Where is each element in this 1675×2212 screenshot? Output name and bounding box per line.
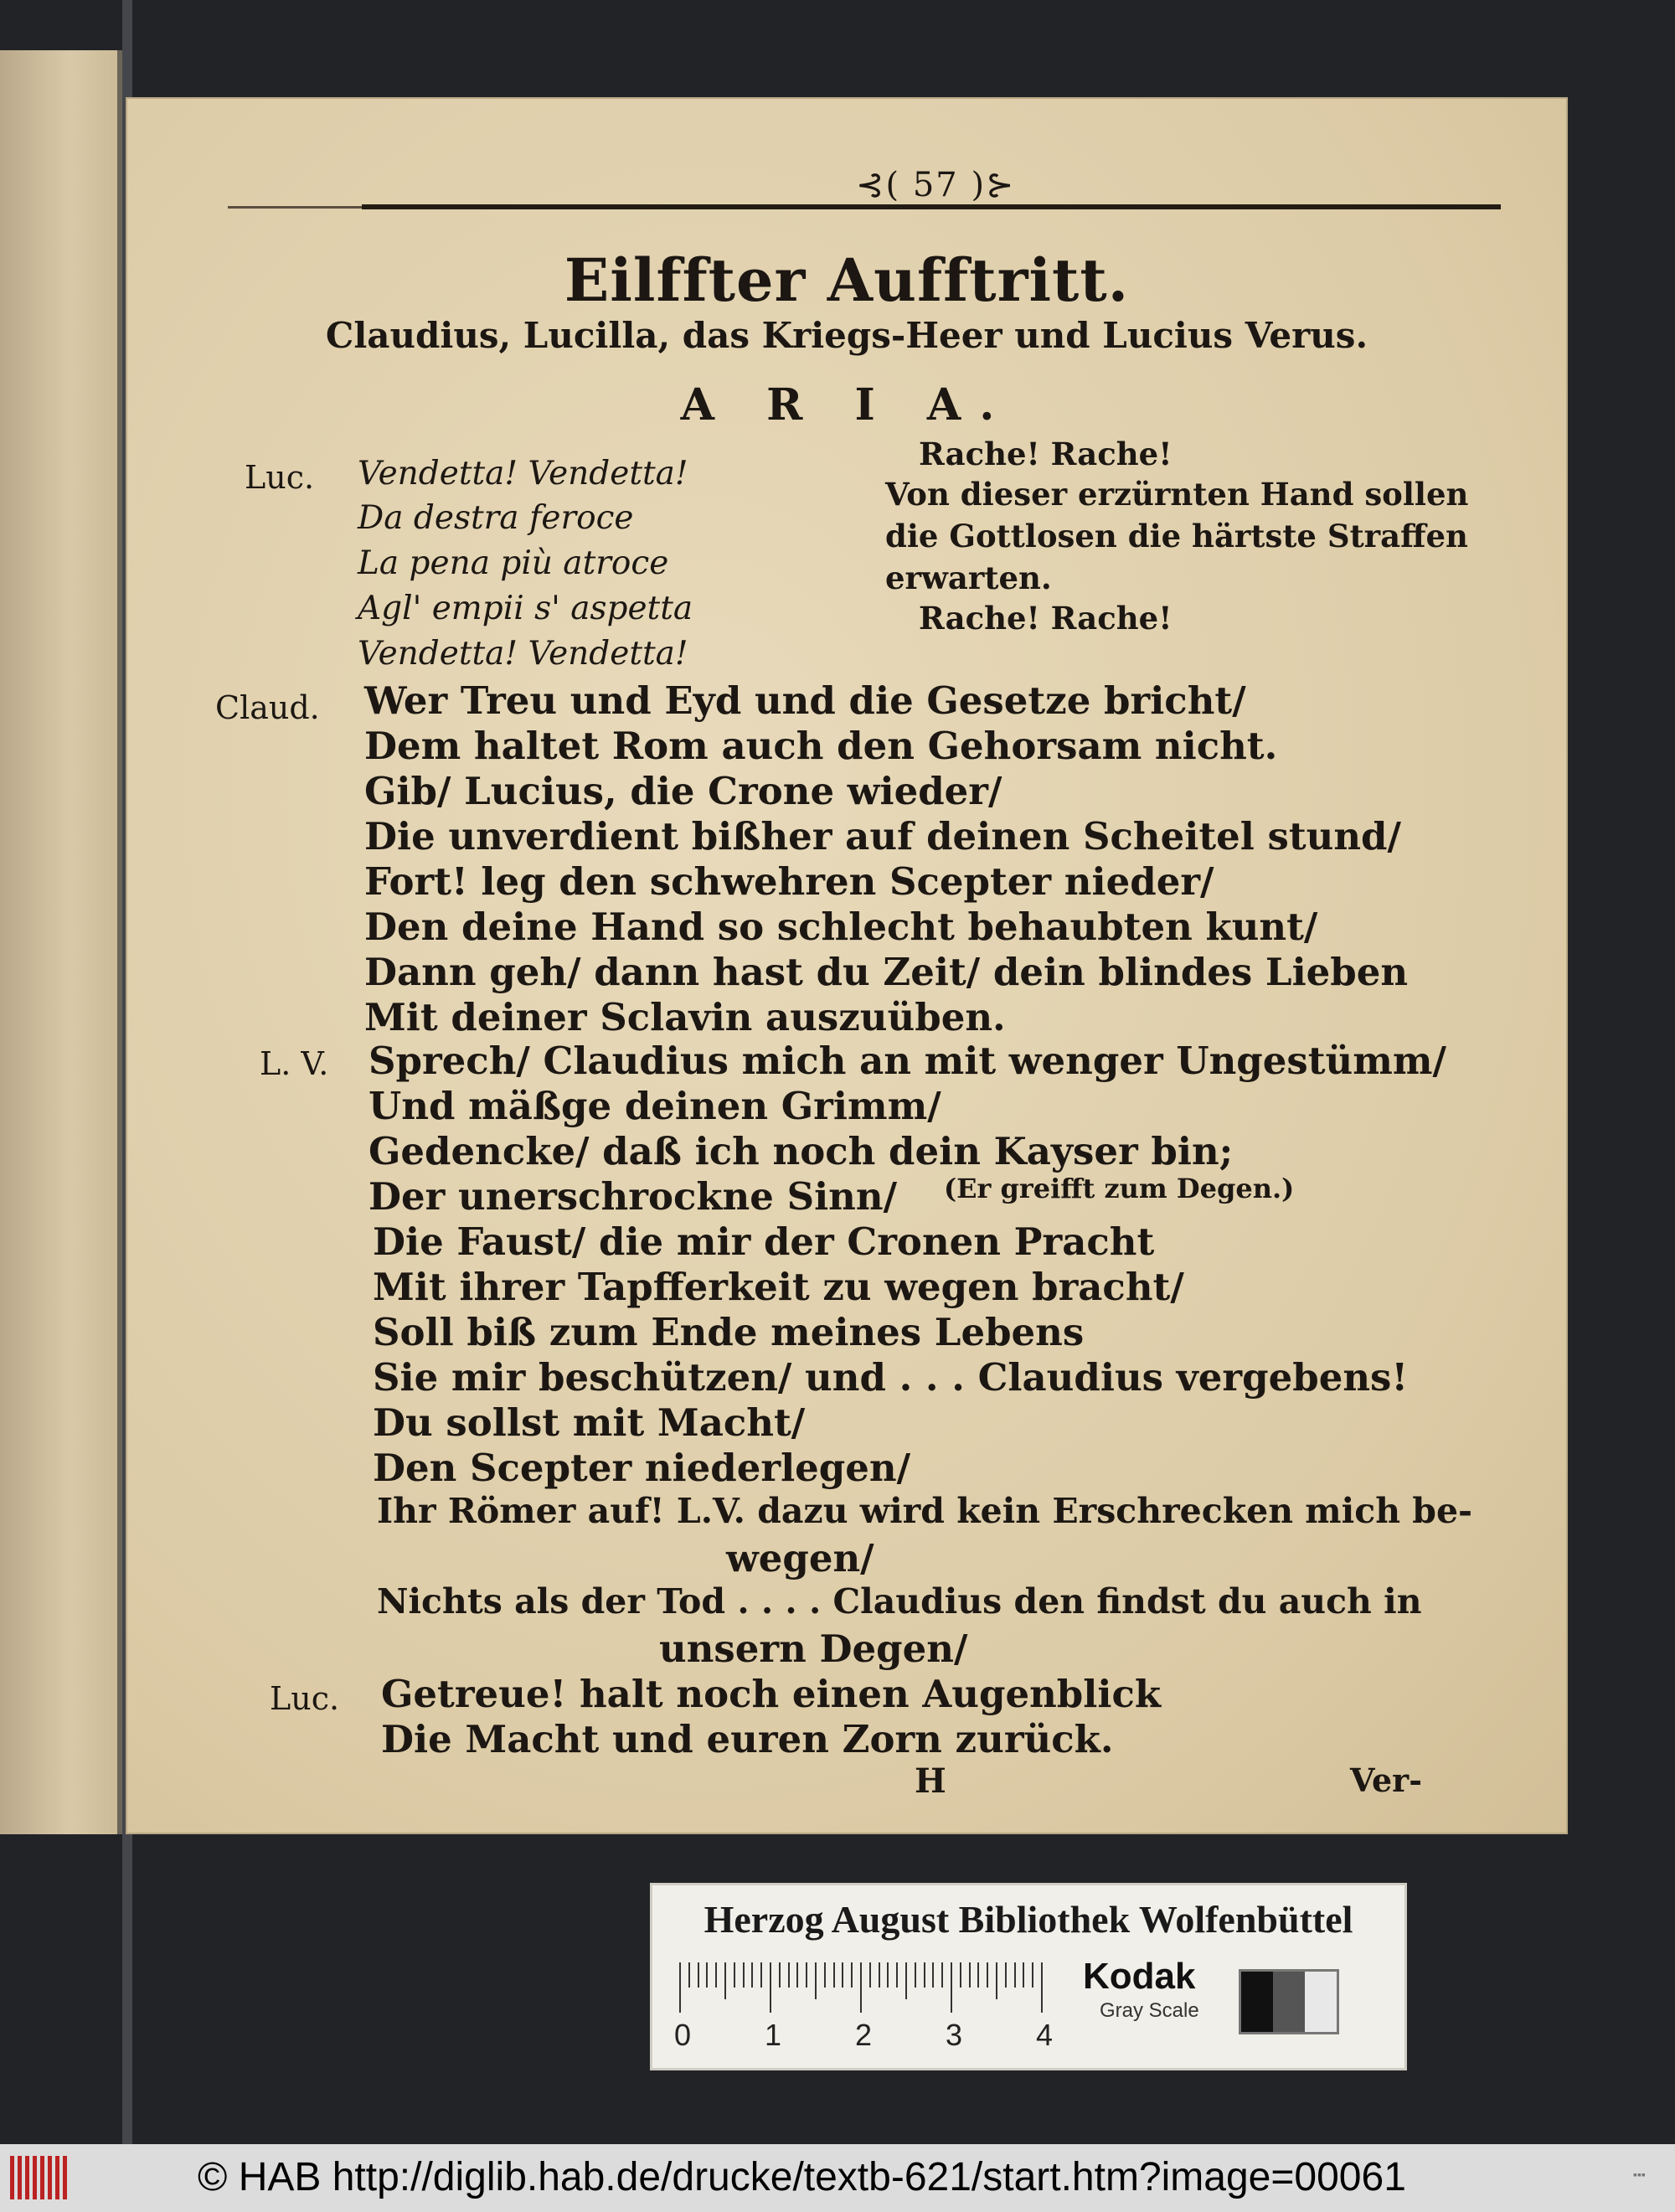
verse-line: Wer Treu und Eyd und die Gesetze bricht/	[364, 678, 1246, 723]
ruler-tick	[833, 1962, 835, 1988]
german-line: die Gottlosen die härtste Straffen	[885, 518, 1468, 554]
speaker-luc: Luc.	[245, 459, 315, 496]
ruler-tick	[806, 1962, 807, 1988]
ruler-number: 4	[1036, 2018, 1054, 2052]
ruler-tick	[879, 1962, 880, 1988]
ruler-number: 3	[946, 2018, 963, 2052]
ruler-tick	[724, 1962, 726, 1999]
ruler-tick	[688, 1962, 690, 1988]
ruler-tick	[869, 1962, 871, 1988]
ruler-tick	[743, 1962, 745, 1988]
italian-line: Agl' empii s' aspetta	[358, 590, 693, 627]
footer-mark: ▪▪▪	[1633, 2168, 1646, 2181]
page-header	[362, 166, 1501, 208]
speaker-claud: Claud.	[215, 689, 320, 726]
italian-line: Da destra feroce	[358, 499, 634, 537]
book-page	[127, 99, 1566, 1833]
adjacent-page-edge	[0, 50, 122, 1834]
verse-line: Mit ihrer Tapfferkeit zu wegen bracht/	[373, 1265, 1184, 1309]
ruler-tick	[960, 1962, 961, 1988]
verse-line: unsern Degen/	[659, 1627, 968, 1671]
verse-line: Ihr Römer auf! L.V. dazu wird kein Erschrecken mich be-	[377, 1491, 1473, 1531]
ruler-tick	[951, 1962, 952, 2013]
ruler-tick	[905, 1962, 907, 1999]
italian-line: Vendetta! Vendetta!	[358, 635, 688, 673]
library-name: Herzog August Bibliothek Wolfenbüttel	[704, 1898, 1353, 1941]
ruler-tick	[679, 1962, 681, 2013]
verse-line: Getreue! halt noch einen Augenblick	[381, 1672, 1162, 1716]
ruler-number: 1	[765, 2018, 782, 2052]
ruler-tick	[996, 1962, 997, 1999]
verse-line: wegen/	[726, 1536, 874, 1580]
verse-line: Dem haltet Rom auch den Gehorsam nicht.	[364, 724, 1278, 768]
barcode-icon	[10, 2156, 69, 2199]
verse-line: Soll biß zum Ende meines Lebens	[373, 1310, 1085, 1354]
verse-line: Die unverdient bißher auf deinen Scheitel stund/	[364, 814, 1401, 859]
gray-scale-label: Gray Scale	[1100, 1999, 1199, 2022]
ruler-number: 0	[674, 2018, 692, 2052]
verse-line: Der unerschrockne Sinn/	[368, 1174, 898, 1219]
ruler-tick	[715, 1962, 717, 1988]
ruler-tick	[941, 1962, 943, 1988]
ruler-tick	[734, 1962, 735, 1988]
header-rule	[362, 204, 1501, 209]
ruler-tick	[824, 1962, 826, 1988]
ruler-tick	[796, 1962, 798, 1988]
ruler-tick	[851, 1962, 853, 1988]
catchword: Ver-	[1350, 1761, 1422, 1799]
ruler-tick	[1041, 1962, 1043, 2013]
german-line: Von dieser erzürnten Hand sollen	[885, 476, 1469, 513]
verse-line: Die Faust/ die mir der Cronen Pracht	[373, 1219, 1155, 1264]
german-line: Rache! Rache!	[919, 436, 1172, 472]
kodak-logo: Kodak	[1083, 1956, 1196, 1997]
ruler-tick	[932, 1962, 934, 1988]
stage-direction: (Er greifft zum Degen.)	[944, 1173, 1295, 1204]
ruler-tick	[1005, 1962, 1007, 1988]
verse-line: Sprech/ Claudius mich an mit wenger Ungestümm/	[368, 1039, 1446, 1083]
ruler-tick	[760, 1962, 762, 1988]
verse-line: Gib/ Lucius, die Crone wieder/	[364, 769, 1002, 813]
german-line: erwarten.	[885, 559, 1052, 596]
ruler-tick	[987, 1962, 988, 1988]
verse-line: Die Macht und euren Zorn zurück.	[381, 1717, 1114, 1761]
gray-patch	[1305, 1972, 1337, 2032]
gray-patch	[1241, 1972, 1273, 2032]
ruler-tick	[1023, 1962, 1024, 1988]
signature-mark: H	[915, 1761, 946, 1801]
ruler-tick	[770, 1962, 771, 2013]
ruler-tick	[706, 1962, 708, 1988]
ruler-tick	[896, 1962, 898, 1988]
verse-line: Du sollst mit Macht/	[373, 1400, 806, 1445]
verse-line: Dann geh/ dann hast du Zeit/ dein blindes Lieben	[364, 950, 1409, 994]
header-rule-left	[228, 206, 379, 209]
scene-title: Eilffter Aufftritt.	[564, 245, 1130, 315]
verse-line: Und mäßge deinen Grimm/	[368, 1084, 941, 1128]
ruler-number: 2	[855, 2018, 873, 2052]
footer-bar	[0, 2144, 1675, 2212]
cast-list: Claudius, Lucilla, das Kriegs-Heer und Lucius Verus.	[325, 315, 1368, 356]
aria-heading: A R I A.	[680, 379, 1013, 431]
verse-line: Sie mir beschützen/ und . . . Claudius vergebens!	[373, 1355, 1409, 1400]
ruler-tick	[788, 1962, 790, 1988]
speaker-lv: L. V.	[260, 1045, 329, 1082]
scale-ruler	[679, 1962, 1039, 2013]
italian-line: Vendetta! Vendetta!	[358, 455, 688, 492]
ruler-tick	[860, 1962, 862, 2013]
ruler-tick	[779, 1962, 781, 1988]
verse-line: Nichts als der Tod . . . . Claudius den findst du auch in	[377, 1581, 1422, 1622]
ruler-tick	[842, 1962, 843, 1988]
ruler-tick	[698, 1962, 699, 1988]
ruler-tick	[977, 1962, 979, 1988]
german-line: Rache! Rache!	[919, 600, 1172, 637]
copyright-url: © HAB http://diglib.hab.de/drucke/textb-621/start.htm?image=00061	[198, 2155, 1406, 2199]
ruler-tick	[1014, 1962, 1016, 1988]
page-number: ⊰( 57 )⊱	[856, 166, 1016, 204]
gray-patch	[1273, 1972, 1305, 2032]
italian-line: La pena più atroce	[358, 544, 669, 582]
verse-line: Mit deiner Sclavin auszuüben.	[364, 995, 1006, 1039]
verse-line: Den Scepter niederlegen/	[373, 1446, 911, 1490]
ruler-tick	[815, 1962, 817, 1999]
ruler-tick	[915, 1962, 916, 1988]
ruler-tick	[887, 1962, 889, 1988]
ruler-tick	[969, 1962, 971, 1988]
speaker-luc: Luc.	[270, 1680, 340, 1717]
ruler-tick	[1032, 1962, 1033, 1988]
color-calibration-card	[650, 1883, 1407, 2070]
ruler-tick	[751, 1962, 753, 1988]
verse-line: Den deine Hand so schlecht behaubten kunt/	[364, 905, 1318, 949]
verse-line: Fort! leg den schwehren Scepter nieder/	[364, 859, 1214, 904]
gray-patches	[1239, 1969, 1339, 2034]
verse-line: Gedencke/ daß ich noch dein Kayser bin;	[368, 1129, 1234, 1173]
ruler-tick	[924, 1962, 925, 1988]
